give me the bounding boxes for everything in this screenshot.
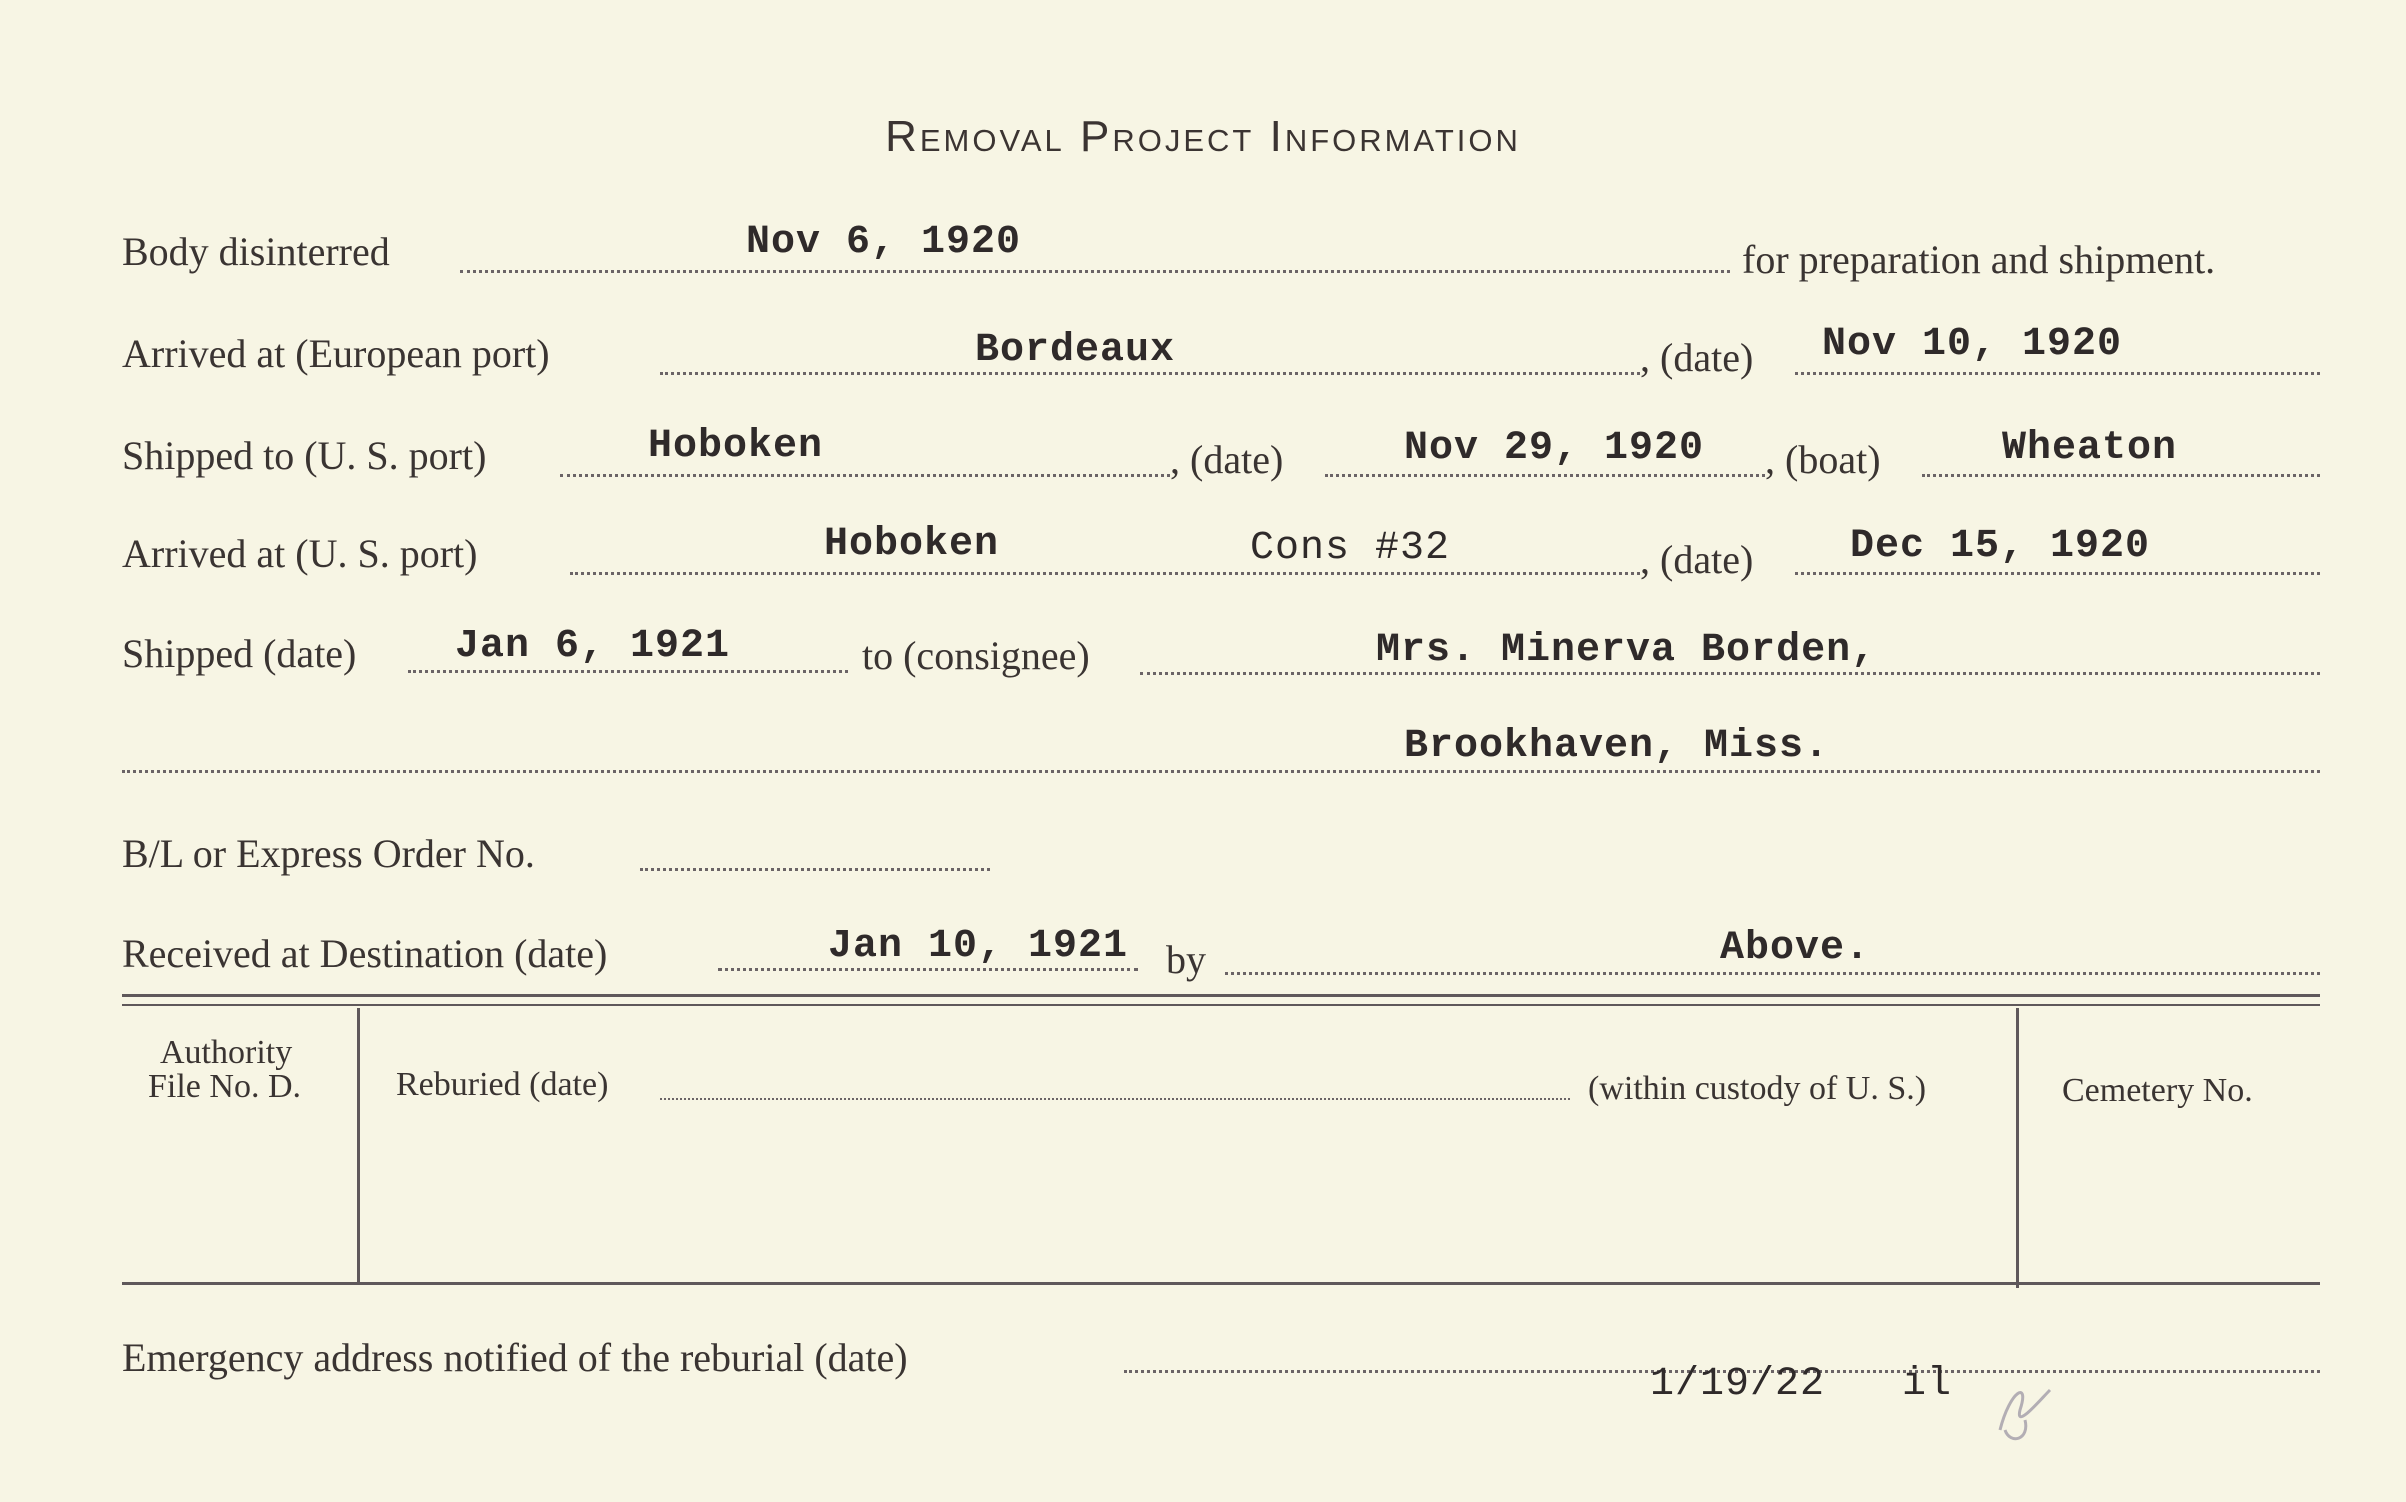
received-by-value: Above.	[1720, 926, 1871, 971]
table-top-rule-1	[122, 994, 2320, 997]
table-divider-right	[2016, 1008, 2019, 1288]
received-value: Jan 10, 1921	[828, 924, 1129, 969]
shipped-us-date-label: , (date)	[1170, 437, 1284, 482]
arrived-european-label: Arrived at (European port)	[122, 331, 550, 376]
disinterred-value: Nov 6, 1920	[746, 220, 1022, 265]
shipped-us-boat-line	[1922, 474, 2320, 477]
arrived-european-port: Bordeaux	[975, 328, 1176, 373]
shipped-us-line	[560, 474, 1170, 477]
reburied-line	[660, 1098, 1570, 1100]
received-label: Received at Destination (date)	[122, 931, 608, 976]
table-bottom-rule	[122, 1282, 2320, 1285]
arrived-us-date-line	[1795, 572, 2320, 575]
arrived-us-port: Hoboken	[824, 522, 1000, 567]
disinterred-label: Body disinterred	[122, 229, 390, 274]
authority-label-2: File No. D.	[148, 1068, 301, 1105]
shipped-us-label: Shipped to (U. S. port)	[122, 433, 487, 478]
custody-label: (within custody of U. S.)	[1588, 1070, 1927, 1107]
disinterred-suffix: for preparation and shipment.	[1742, 237, 2216, 282]
shipped-date-label: Shipped (date)	[122, 631, 357, 676]
disinterred-line	[460, 270, 1730, 273]
arrived-us-line	[570, 572, 1640, 575]
bl-label: B/L or Express Order No.	[122, 831, 535, 876]
authority-label-1: Authority	[160, 1034, 293, 1071]
bl-line	[640, 868, 990, 871]
arrived-us-date-label: , (date)	[1640, 537, 1754, 582]
page-title: Removal Project Information	[885, 112, 1521, 161]
shipped-us-date: Nov 29, 1920	[1404, 426, 1705, 471]
cemetery-label: Cemetery No.	[2062, 1072, 2253, 1109]
consignee-name: Mrs. Minerva Borden,	[1376, 628, 1877, 673]
handwritten-mark-icon	[1990, 1370, 2070, 1450]
arrived-european-date-label: , (date)	[1640, 335, 1754, 380]
shipped-date-value: Jan 6, 1921	[455, 624, 731, 669]
shipped-us-date-line	[1325, 474, 1765, 477]
shipped-us-boat-label: , (boat)	[1765, 437, 1881, 482]
table-divider-left	[357, 1008, 360, 1282]
reburied-label: Reburied (date)	[396, 1066, 609, 1103]
consignee-label: to (consignee)	[862, 633, 1090, 678]
arrived-us-note: Cons #32	[1250, 526, 1451, 571]
shipped-us-boat: Wheaton	[2002, 426, 2178, 471]
arrived-us-label: Arrived at (U. S. port)	[122, 531, 478, 576]
received-by-label: by	[1166, 937, 1206, 982]
shipped-date-line	[408, 670, 848, 673]
arrived-european-date: Nov 10, 1920	[1822, 322, 2123, 367]
table-top-rule-2	[122, 1004, 2320, 1006]
arrived-european-date-line	[1795, 372, 2320, 375]
consignee-address: Brookhaven, Miss.	[1404, 724, 1830, 769]
emergency-initials: il	[1902, 1362, 1953, 1407]
received-by-line	[1225, 972, 2320, 975]
consignee-address-line	[122, 770, 2320, 773]
emergency-value: 1/19/22	[1650, 1362, 1826, 1407]
emergency-label: Emergency address notified of the reburial (date)	[122, 1335, 908, 1380]
arrived-us-date: Dec 15, 1920	[1850, 524, 2151, 569]
shipped-us-port: Hoboken	[648, 424, 824, 469]
